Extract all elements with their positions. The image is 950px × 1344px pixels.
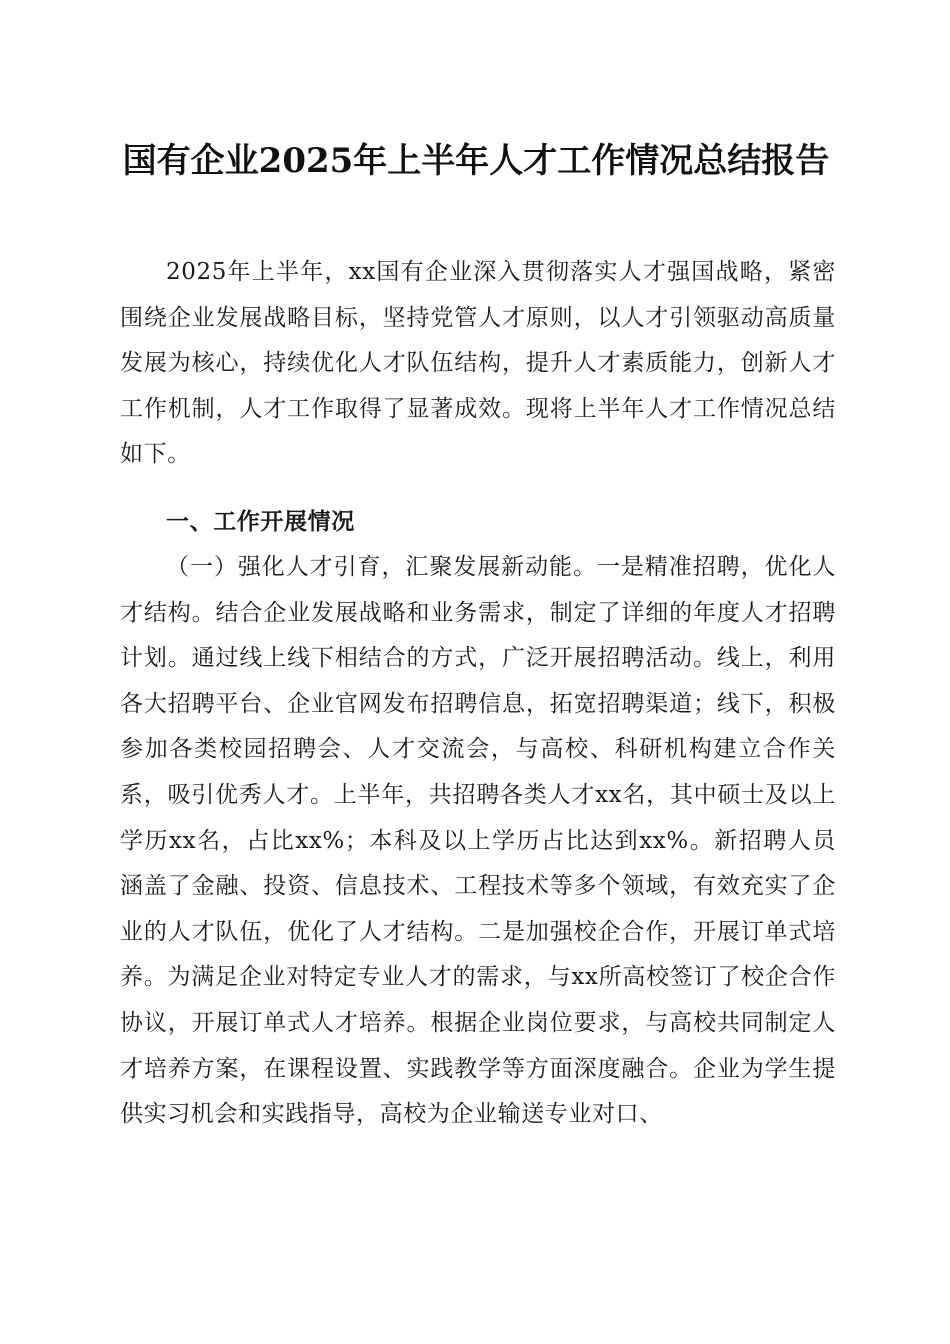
section-heading: 一、工作开展情况 bbox=[166, 509, 355, 535]
subsection-body: 一是精准招聘，优化人才结构。结合企业发展战略和业务需求，制定了详细的年度人才招聘计划。通过线上线下相结合的方式，广泛开展招聘活动。线上，利用各大招聘平台、企业官网发布招聘信息，拓宽招聘渠道；线下，积极参加各类校园招聘会、人才交流会，与高校、科研机构建立合作关系，吸引优秀人才。上半年，共招聘各类人才xx名，其中硕士及以上学历xx名，占比xx%；本科及以上学历占比达到xx%。新招聘人员涵盖了金融、投资、信息技术、工程技术等多个领域，有效充实了企业的人才队伍，优化了人才结构。二是加强校企合作，开展订单式培养。为满足企业对特定专业人才的需求，与xx所高校签订了校企合作协议，开展订单式人才培养。根据企业岗位要求，与高校共同制定人才培养方案，在课程设置、实践教学等方面深度融合。企业为学生提供实习机会和实践指导，高校为企业输送专业对口、 bbox=[120, 554, 837, 1128]
section-paragraph bbox=[120, 545, 836, 1138]
document-title: 国有企业2025年上半年人才工作情况总结报告 bbox=[122, 141, 830, 181]
subsection-heading: （一）强化人才引育，汇聚发展新动能。 bbox=[166, 554, 597, 580]
intro-paragraph: 2025年上半年，xx国有企业深入贯彻落实人才强国战略，紧密围绕企业发展战略目标，坚持党管人才原则，以人才引领驱动高质量发展为核心，持续优化人才队伍结构，提升人才素质能力，创新人才工作机制，人才工作取得了显著成效。现将上半年人才工作情况总结如下。 bbox=[120, 259, 836, 468]
